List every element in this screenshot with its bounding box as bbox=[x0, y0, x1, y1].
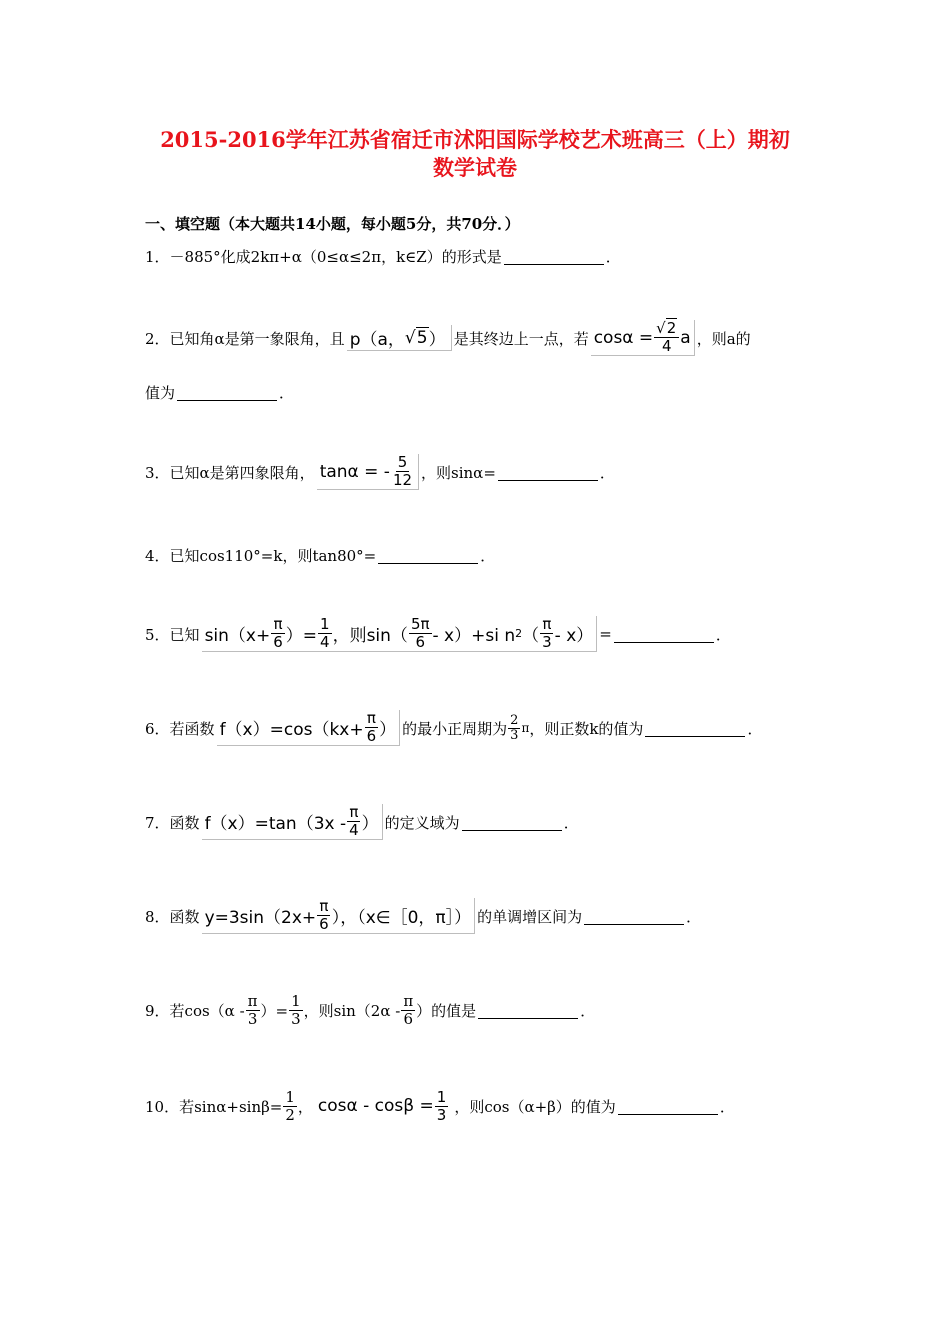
question-5: 5． 已知 sin（x+ $\frac{\pi}{6}$ ）= $\frac{1}{4}$ ，则sin（ $\frac{5\pi}{6}$ - x）+si n 2 （ $\frac{\pi}{3}$ - x） = ． bbox=[145, 615, 731, 651]
question-text: －885°化成2kπ+α（0≤α≤2π，k∈Z）的形式是 bbox=[169, 248, 502, 266]
answer-blank[interactable] bbox=[584, 908, 684, 925]
question-1: 1． －885°化成2kπ+α（0≤α≤2π，k∈Z）的形式是 ． bbox=[145, 248, 621, 266]
answer-blank[interactable] bbox=[462, 814, 562, 831]
question-number: 3． bbox=[145, 463, 170, 482]
answer-blank[interactable] bbox=[498, 464, 598, 481]
cos-difference-formula: cosα - cosβ = $\frac{1}{3}$ bbox=[317, 1087, 447, 1124]
question-number: 10． bbox=[145, 1097, 180, 1116]
question-9: 9． 若cos（α - $\frac{\pi}{3}$ ）= $\frac{1}{3}$ ，则sin（2α - $\frac{\pi}{6}$ ）的值是 ． bbox=[145, 991, 596, 1028]
question-number: 6． bbox=[145, 719, 170, 738]
cos-formula: cosα = $\frac{√2}{4}$ a bbox=[591, 320, 695, 356]
sin-function-formula: y=3sin（2x+ $\frac{\pi}{6}$ ），（x∈［0，π］） bbox=[202, 898, 476, 934]
point-formula: p（a， √ 5 ） bbox=[347, 325, 452, 351]
answer-blank[interactable] bbox=[618, 1098, 718, 1115]
question-3: 3． 已知α是第四象限角， tanα = - $\frac{5}{12}$ ，则sinα= ． bbox=[145, 453, 615, 489]
sin-identity-formula: sin（x+ $\frac{\pi}{6}$ ）= $\frac{1}{4}$ ，则sin（ $\frac{5\pi}{6}$ - x）+si n 2 （ $\frac{\pi}{3}$ - x） bbox=[202, 616, 598, 652]
question-number: 5． bbox=[145, 625, 170, 644]
question-2-line2: 值为 ． bbox=[145, 384, 295, 402]
tan-formula: tanα = - $\frac{5}{12}$ bbox=[317, 454, 419, 490]
question-number: 2． bbox=[145, 329, 170, 348]
question-number: 4． bbox=[145, 547, 170, 565]
question-10: 10． 若sinα+sinβ= $\frac{1}{2}$ ， cosα - cosβ = $\frac{1}{3}$ ，则cos（α+β）的值为 ． bbox=[145, 1087, 735, 1124]
answer-blank[interactable] bbox=[378, 547, 478, 564]
question-number: 9． bbox=[145, 1001, 170, 1020]
question-2: 2． 已知角α是第一象限角，且 p（a， √ 5 ） 是其终边上一点，若 cosα = $\frac{√2}{4}$ a ，则a的 bbox=[145, 319, 751, 355]
section-heading: 一、填空题（本大题共14小题，每小题5分，共70分．） bbox=[145, 215, 520, 233]
question-number: 1． bbox=[145, 248, 170, 266]
answer-blank[interactable] bbox=[177, 384, 277, 401]
answer-blank[interactable] bbox=[504, 248, 604, 265]
question-6: 6． 若函数 f（x）=cos（kx+ $\frac{\pi}{6}$ ） 的最小正周期为 $\frac{2}{3}$ π ，则正数k的值为 ． bbox=[145, 709, 763, 745]
question-4: 4． 已知cos110°=k，则tan80°= ． bbox=[145, 547, 496, 565]
question-7: 7． 函数 f（x）=tan（3x - $\frac{\pi}{4}$ ） 的定义域为 ． bbox=[145, 803, 579, 839]
question-number: 7． bbox=[145, 813, 170, 832]
cos-function-formula: f（x）=cos（kx+ $\frac{\pi}{6}$ ） bbox=[217, 710, 401, 746]
document-title-line2: 数学试卷 bbox=[433, 155, 517, 180]
tan-function-formula: f（x）=tan（3x - $\frac{\pi}{4}$ ） bbox=[202, 804, 383, 840]
question-number: 8． bbox=[145, 907, 170, 926]
question-8: 8． 函数 y=3sin（2x+ $\frac{\pi}{6}$ ），（x∈［0，π］） 的单调增区间为 ． bbox=[145, 897, 702, 933]
answer-blank[interactable] bbox=[645, 720, 745, 737]
answer-blank[interactable] bbox=[478, 1002, 578, 1019]
answer-blank[interactable] bbox=[614, 626, 714, 643]
document-title-line1: 2015-2016学年江苏省宿迁市沭阳国际学校艺术班高三（上）期初 bbox=[160, 127, 790, 152]
question-text: 已知角α是第一象限角，且 bbox=[169, 329, 345, 348]
